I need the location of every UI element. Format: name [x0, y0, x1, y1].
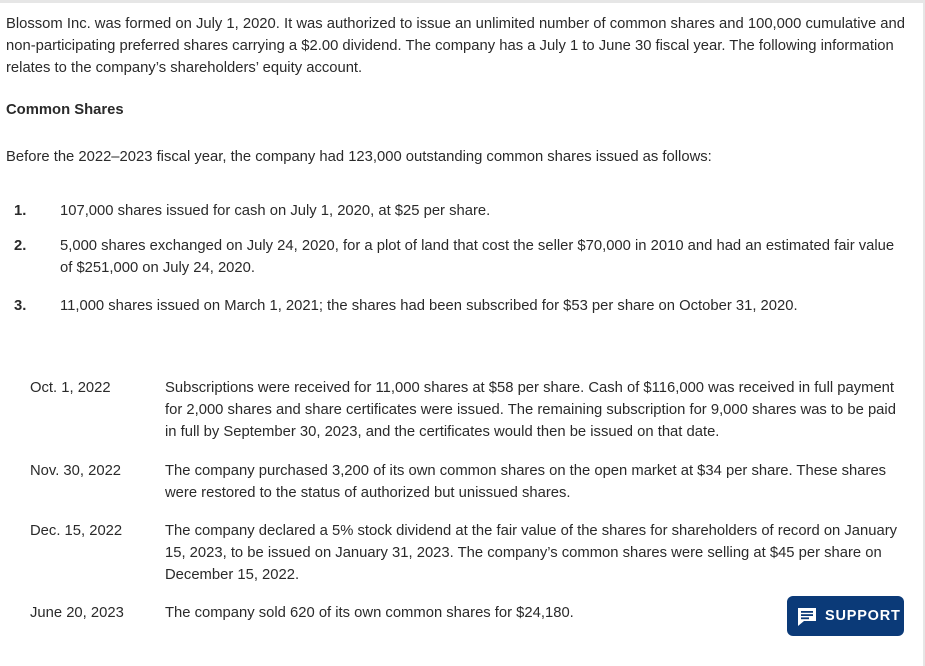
list-number: 3. — [14, 298, 27, 314]
top-border — [0, 0, 925, 3]
list-text: 11,000 shares issued on March 1, 2021; the shares had been subscribed for $53 per share on October 31, 2020. — [60, 298, 798, 314]
support-button[interactable] — [787, 596, 904, 636]
transaction-date: Oct. 1, 2022 — [30, 380, 111, 396]
transaction-description: The company sold 620 of its own common shares for $24,180. — [165, 605, 574, 621]
support-label: SUPPORT — [825, 608, 901, 624]
list-text: 5,000 shares exchanged on July 24, 2020, for a plot of land that cost the seller $70,000 in 2010 and had an estimated fair value of $251,000 on July 24, 2020. — [60, 238, 895, 276]
intro-paragraph: Blossom Inc. was formed on July 1, 2020. It was authorized to issue an unlimited number of common shares and 100,000 cumulative and non-participating preferred shares carrying a $2.00 dividend. The company has a July 1 to June 30 fiscal year. The following information relates to the company’s shareholders’ equity account. — [6, 16, 905, 76]
transaction-description: Subscriptions were received for 11,000 shares at $58 per share. Cash of $116,000 was received in full payment for 2,000 shares and share certificates were issued. The remaining subscription for 9,000 shares was to be paid in full by September 30, 2023, and the certificates would then be issued on that date. — [165, 380, 896, 440]
list-number: 2. — [14, 238, 27, 254]
transaction-description: The company purchased 3,200 of its own common shares on the open market at $34 per share. These shares were restored to the status of authorized but unissued shares. — [165, 463, 887, 501]
transaction-date: Dec. 15, 2022 — [30, 523, 123, 539]
chat-icon — [796, 605, 818, 627]
transaction-date: Nov. 30, 2022 — [30, 463, 122, 479]
transaction-description: The company declared a 5% stock dividend at the fair value of the shares for shareholders of record on January 15, 2023, to be issued on January 31, 2023. The company’s common shares were selling at $45 per share on December 15, 2022. — [165, 523, 898, 583]
list-number: 1. — [14, 203, 27, 219]
transaction-date: June 20, 2023 — [30, 605, 124, 621]
section-heading: Common Shares — [6, 102, 124, 118]
list-text: 107,000 shares issued for cash on July 1, 2020, at $25 per share. — [60, 203, 491, 219]
before-paragraph: Before the 2022–2023 fiscal year, the company had 123,000 outstanding common shares issued as follows: — [6, 149, 712, 165]
